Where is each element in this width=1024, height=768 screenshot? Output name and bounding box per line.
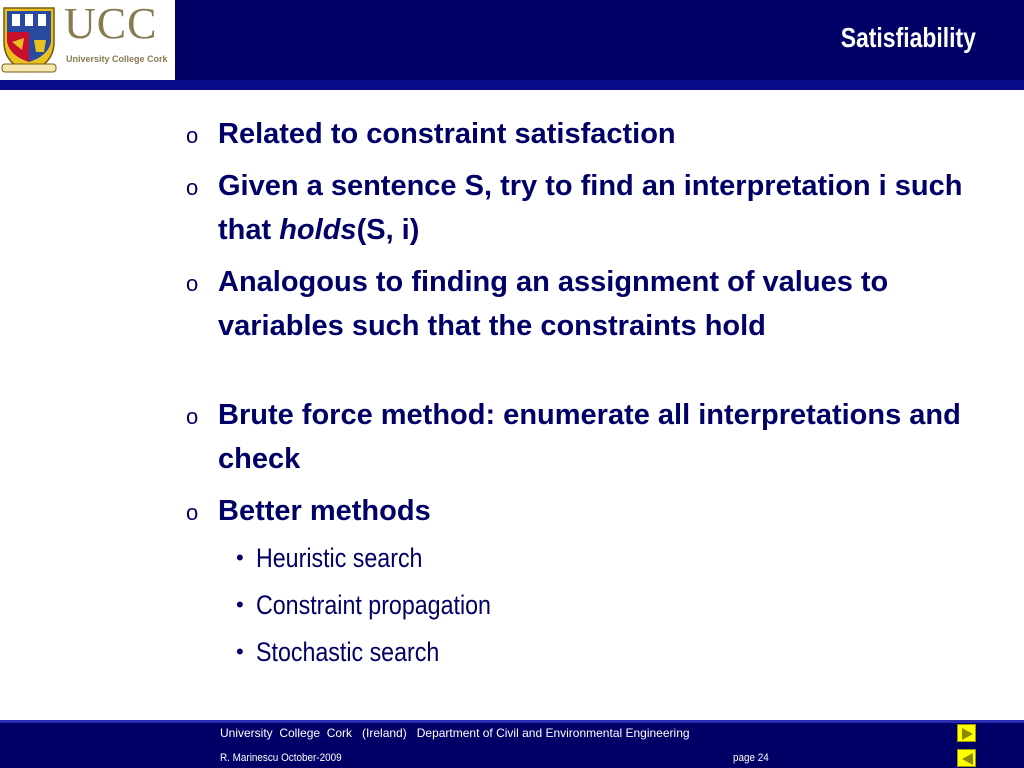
university-crest-icon <box>0 2 58 76</box>
header-divider <box>0 80 1024 90</box>
bullet-item <box>186 393 1016 481</box>
bullet-item <box>186 164 1016 252</box>
bullet-marker: o <box>186 123 199 148</box>
next-slide-button[interactable] <box>957 724 976 742</box>
sub-bullet-item <box>186 630 1016 674</box>
footer-institution: University College Cork (Ireland) Department of Civil and Environmental Engineering <box>220 726 690 740</box>
bullet-text: Given a sentence S, try to find an interpretation i such that <box>218 170 963 246</box>
footer-author: R. Marinescu October-2009 <box>220 752 342 764</box>
sub-bullet-text: Constraint propagation <box>256 590 491 620</box>
previous-slide-button[interactable] <box>957 749 976 767</box>
bullet-marker: o <box>186 404 199 429</box>
sub-bullet-marker: • <box>236 639 244 664</box>
bullet-marker: o <box>186 271 199 296</box>
bullet-text: Better methods <box>218 495 431 527</box>
bullet-item <box>186 489 1016 533</box>
bullet-italic-text: holds <box>279 214 357 246</box>
bullet-text: Related to constraint satisfaction <box>218 118 676 150</box>
sub-bullet-item <box>186 536 1016 580</box>
bullet-marker: o <box>186 175 199 200</box>
logo-wordmark: UCC <box>64 0 158 48</box>
sub-bullet-text: Stochastic search <box>256 637 440 667</box>
bullet-item <box>186 112 1016 156</box>
bullet-text-suffix: (S, i) <box>356 214 420 246</box>
logo-subtitle: University College Cork <box>66 54 168 64</box>
sub-bullet-item <box>186 583 1016 627</box>
footer-divider <box>0 720 1024 723</box>
slide-title: Satisfiability <box>840 22 976 53</box>
bullet-text: Brute force method: enumerate all interpretations and check <box>218 399 961 475</box>
sub-bullet-text: Heuristic search <box>256 543 423 573</box>
slide-content <box>186 112 1016 674</box>
play-right-icon <box>958 725 977 743</box>
sub-bullet-marker: • <box>236 545 244 570</box>
sub-bullet-marker: • <box>236 592 244 617</box>
ucc-logo <box>0 0 175 80</box>
footer-page-number: page 24 <box>733 752 769 764</box>
bullet-item <box>186 260 1016 348</box>
bullet-text: Analogous to finding an assignment of values to variables such that the constraints hold <box>218 266 889 342</box>
bullet-marker: o <box>186 500 199 525</box>
play-left-icon <box>958 750 977 768</box>
